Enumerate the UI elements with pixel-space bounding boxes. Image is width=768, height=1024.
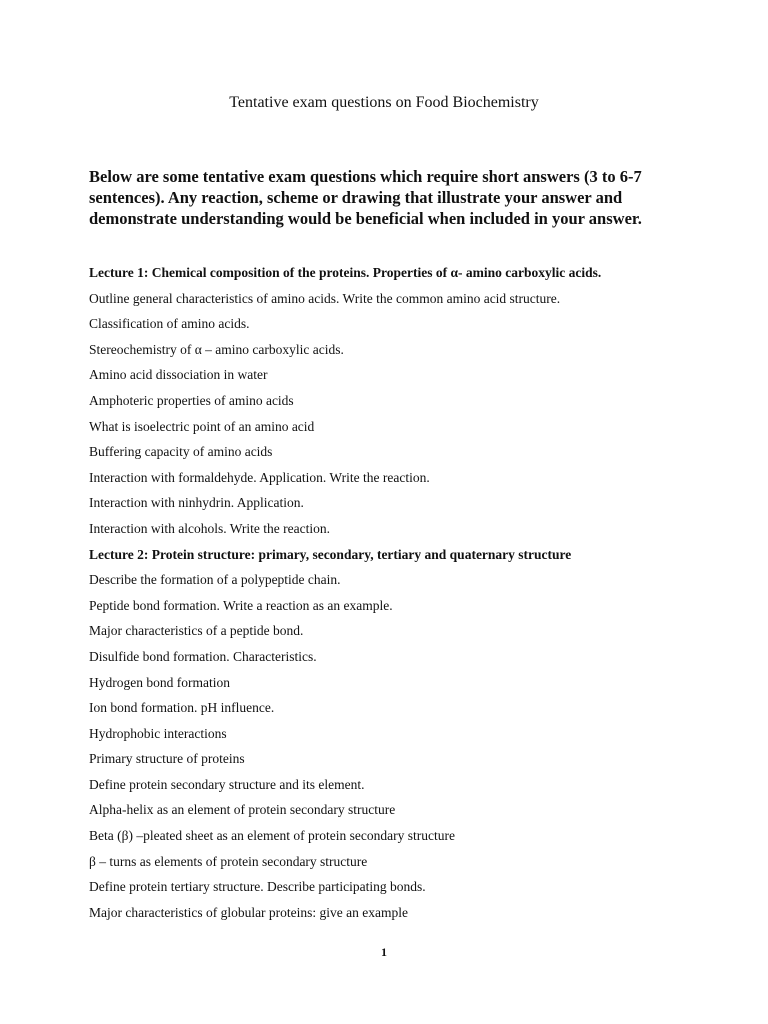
question-item: Describe the formation of a polypeptide chain. <box>89 572 341 588</box>
question-item: Stereochemistry of α – amino carboxylic acids. <box>89 341 344 357</box>
document-title: Tentative exam questions on Food Biochemistry <box>229 94 539 111</box>
question-item: Buffering capacity of amino acids <box>89 444 273 460</box>
question-item: Primary structure of proteins <box>89 751 245 767</box>
question-item: Alpha-helix as an element of protein secondary structure <box>89 802 396 818</box>
question-item: Disulfide bond formation. Characteristics. <box>89 648 317 664</box>
question-item: Major characteristics of globular proteins: give an example <box>89 904 409 920</box>
lecture-heading: Lecture 1: Chemical composition of the proteins. Properties of α- amino carboxylic acids. <box>89 265 602 280</box>
question-item: Outline general characteristics of amino acids. Write the common amino acid structure. <box>89 290 561 306</box>
question-item: Interaction with formaldehyde. Application. Write the reaction. <box>89 469 430 485</box>
question-item: Hydrophobic interactions <box>89 725 227 741</box>
question-item: Interaction with ninhydrin. Application. <box>89 495 304 511</box>
lecture-heading: Lecture 2: Protein structure: primary, secondary, tertiary and quaternary structure <box>89 546 572 562</box>
question-item: Hydrogen bond formation <box>89 674 230 690</box>
question-item: Classification of amino acids. <box>89 316 250 332</box>
question-item: What is isoelectric point of an amino acid <box>89 418 315 434</box>
question-list <box>89 262 729 927</box>
question-item: β – turns as elements of protein secondary structure <box>89 853 368 869</box>
question-item: Define protein tertiary structure. Describe participating bonds. <box>89 879 426 895</box>
question-item: Define protein secondary structure and its element. <box>89 776 365 792</box>
question-item: Ion bond formation. pH influence. <box>89 700 275 716</box>
question-item: Major characteristics of a peptide bond. <box>89 623 304 639</box>
question-item: Beta (β) –pleated sheet as an element of protein secondary structure <box>89 828 455 844</box>
page-number: 1 <box>381 945 387 959</box>
question-item: Amphoteric properties of amino acids <box>89 392 294 408</box>
question-item: Interaction with alcohols. Write the reaction. <box>89 520 330 536</box>
intro-paragraph: Below are some tentative exam questions which require short answers (3 to 6-7 sentences). Any reaction, scheme or drawing that illustrate your answer and demonstrate understanding would be beneficial when included in your answer. <box>89 167 642 228</box>
question-item: Amino acid dissociation in water <box>89 367 268 383</box>
question-item: Peptide bond formation. Write a reaction as an example. <box>89 597 393 613</box>
